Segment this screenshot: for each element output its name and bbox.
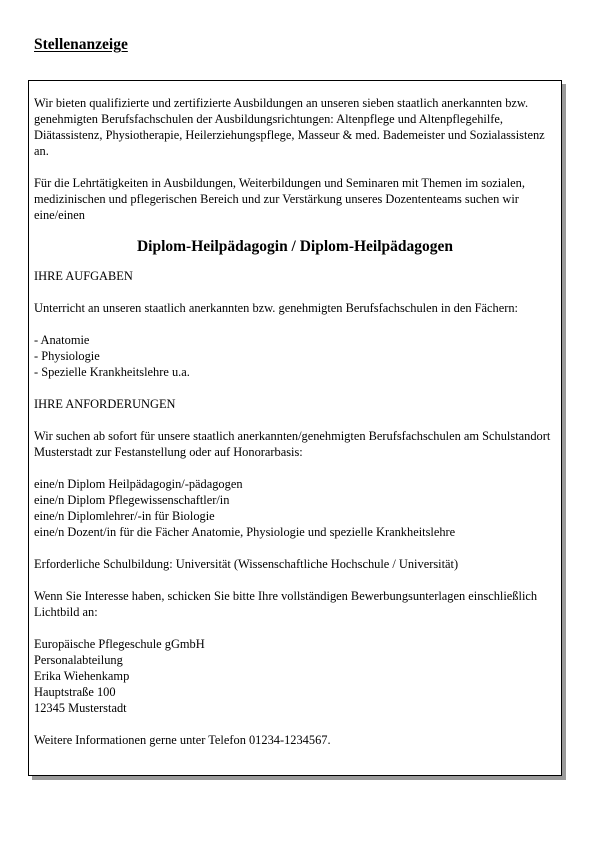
address-line: 12345 Musterstadt — [34, 701, 127, 715]
job-title: Diplom-Heilpädagogin / Diplom-Heilpädagogen — [136, 238, 454, 255]
requirements-heading: IHRE ANFORDERUNGEN — [34, 397, 176, 411]
contact-phone: Weitere Informationen gerne unter Telefon 01234-1234567. — [34, 733, 331, 747]
positions-list — [34, 476, 556, 540]
list-item: - Spezielle Krankheitslehre u.a. — [34, 365, 190, 379]
contact-address — [34, 636, 556, 716]
list-item: eine/n Diplom Heilpädagogin/-pädagogen — [34, 477, 243, 491]
search-paragraph: Für die Lehrtätigkeiten in Ausbildungen, Weiterbildungen und Seminaren mit Themen im sozialen, medizinischen und pflegerischen Bereich und zur Verstärkung unseres Dozententeams suchen wir eine/einen — [34, 176, 525, 222]
intro-paragraph: Wir bieten qualifizierte und zertifizierte Ausbildungen an unseren sieben staatlich anerkannten bzw. genehmigten Berufsfachschulen der Ausbildungsrichtungen: Altenpflege und Altenpflegehilfe, Diätassistenz, Physiotherapie, Heilerziehungspflege, Masseur & med. Bademeister und Sozialassistenz an. — [34, 96, 545, 158]
list-item: - Anatomie — [34, 333, 90, 347]
address-line: Erika Wiehenkamp — [34, 669, 130, 683]
job-ad-box — [28, 80, 562, 776]
list-item: eine/n Dozent/in für die Fächer Anatomie, Physiologie und spezielle Krankheitslehre — [34, 525, 456, 539]
requirements-paragraph: Wir suchen ab sofort für unsere staatlich anerkannten/genehmigten Berufsfachschulen am Schulstandort Musterstadt zur Festanstellung oder auf Honorarbasis: — [34, 429, 551, 459]
list-item: - Physiologie — [34, 349, 100, 363]
subjects-list — [34, 332, 556, 380]
tasks-paragraph: Unterricht an unseren staatlich anerkannten bzw. genehmigten Berufsfachschulen in den Fächern: — [34, 301, 518, 315]
page-title: Stellenanzeige — [34, 36, 128, 53]
list-item: eine/n Diplomlehrer/-in für Biologie — [34, 509, 215, 523]
address-line: Europäische Pflegeschule gGmbH — [34, 637, 205, 651]
education-requirement: Erforderliche Schulbildung: Universität (Wissenschaftliche Hochschule / Universität) — [34, 557, 459, 571]
application-paragraph: Wenn Sie Interesse haben, schicken Sie bitte Ihre vollständigen Bewerbungsunterlagen einschließlich Lichtbild an: — [34, 589, 538, 619]
address-line: Personalabteilung — [34, 653, 123, 667]
job-ad-content — [34, 95, 556, 748]
tasks-heading: IHRE AUFGABEN — [34, 269, 133, 283]
address-line: Hauptstraße 100 — [34, 685, 116, 699]
list-item: eine/n Diplom Pflegewissenschaftler/in — [34, 493, 230, 507]
